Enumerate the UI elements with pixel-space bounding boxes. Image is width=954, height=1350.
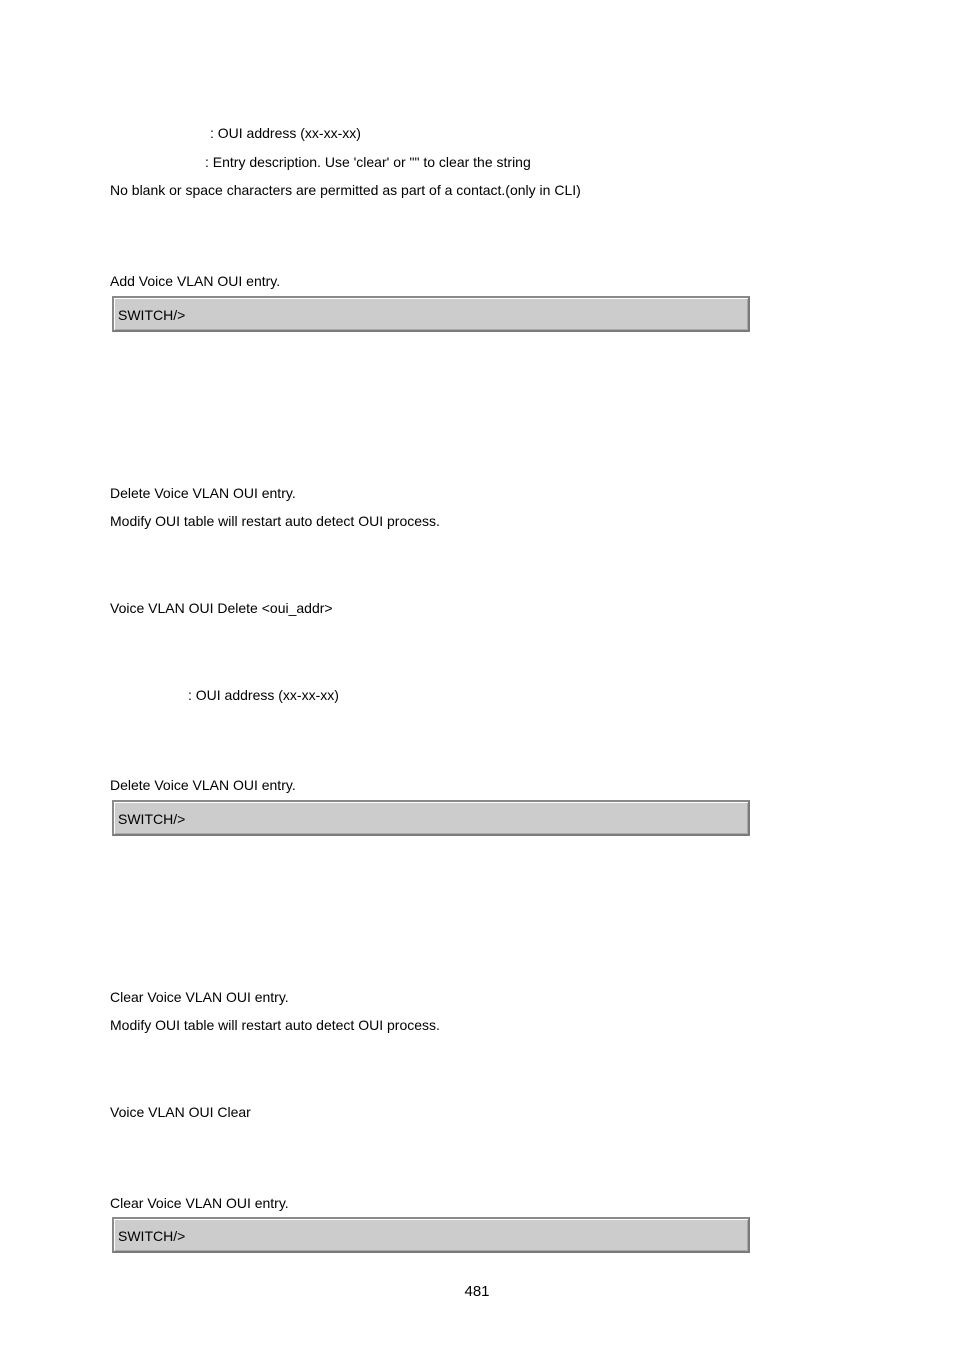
clear-description-note: Modify OUI table will restart auto detect OUI process. xyxy=(110,1017,440,1033)
cli-prompt: SWITCH/> xyxy=(118,307,186,323)
delete-example-caption: Delete Voice VLAN OUI entry. xyxy=(110,777,296,793)
clear-description: Clear Voice VLAN OUI entry. xyxy=(110,989,289,1005)
clear-example-caption: Clear Voice VLAN OUI entry. xyxy=(110,1195,289,1211)
delete-param-oui-addr: : OUI address (xx-xx-xx) xyxy=(188,687,339,703)
param-note: No blank or space characters are permitted as part of a contact.(only in CLI) xyxy=(110,182,581,198)
delete-syntax: Voice VLAN OUI Delete <oui_addr> xyxy=(110,600,333,616)
cli-prompt: SWITCH/> xyxy=(118,1228,186,1244)
clear-syntax: Voice VLAN OUI Clear xyxy=(110,1104,251,1120)
delete-example-cli-box xyxy=(112,800,750,836)
param-description: : Entry description. Use 'clear' or "" to clear the string xyxy=(205,154,531,170)
delete-description-note: Modify OUI table will restart auto detect OUI process. xyxy=(110,513,440,529)
cli-prompt: SWITCH/> xyxy=(118,811,186,827)
delete-description: Delete Voice VLAN OUI entry. xyxy=(110,485,296,501)
page-number: 481 xyxy=(464,1283,490,1300)
example-add-cli-box xyxy=(112,296,750,332)
example-add-caption: Add Voice VLAN OUI entry. xyxy=(110,273,281,289)
param-oui-addr: : OUI address (xx-xx-xx) xyxy=(210,125,361,141)
clear-example-cli-box xyxy=(112,1217,750,1253)
